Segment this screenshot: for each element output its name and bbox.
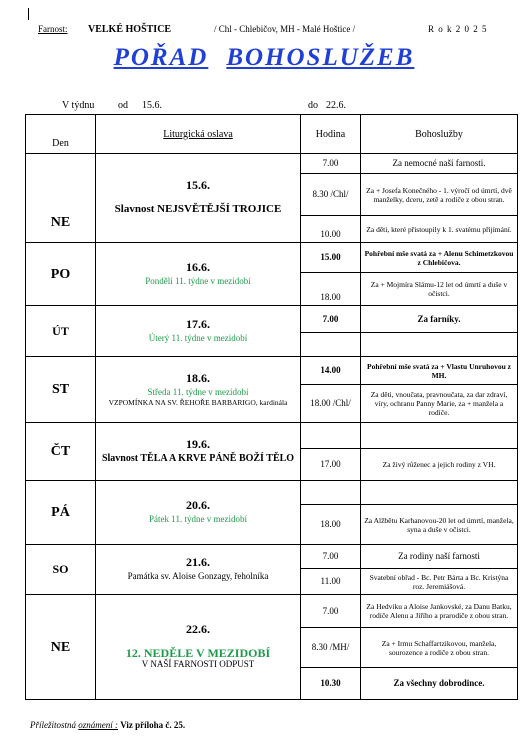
table-row: [26, 357, 518, 385]
service-cell: [361, 481, 518, 505]
date-label: 21.6.: [186, 555, 210, 569]
lit-cell: [96, 154, 301, 243]
service-cell: Za všechny dobrodince.: [361, 668, 518, 700]
lit-cell: [96, 595, 301, 700]
service-cell: Za + Josefa Konečného - 1. výročí od úmrtí, dvě manželky, dceru, zetě a rodiče z obou stran.: [361, 174, 518, 216]
day-cell: NE: [26, 595, 96, 700]
feast-label: Slavnost TĚLA A KRVE PÁNĚ BOŽÍ TĚLO: [101, 452, 295, 464]
lit-cell: [96, 243, 301, 306]
lit-cell: [96, 306, 301, 357]
feast-label: Památka sv. Aloise Gonzagy, řeholníka: [127, 571, 269, 581]
time-cell: 7.00: [301, 306, 361, 333]
time-cell: [301, 481, 361, 505]
week-do: do: [308, 100, 318, 111]
time-cell: [301, 333, 361, 357]
time-cell: 17.00: [301, 449, 361, 481]
title-word-2: BOHOSLUŽEB: [226, 44, 415, 71]
service-cell: Za farníky.: [361, 306, 518, 333]
parish-name: VELKÉ HOŠTICE: [88, 24, 172, 35]
service-cell: Za Alžbětu Karhanovou-20 let od úmrtí, manžela, syna a duše v očistci.: [361, 505, 518, 545]
feast-label: 12. NEDĚLE V MEZIDOBÍ: [125, 646, 271, 660]
date-label: 22.6.: [186, 622, 210, 636]
table-row: [26, 243, 518, 273]
lit-cell: [96, 545, 301, 595]
text-cursor: [28, 8, 29, 20]
col-header-day: Den: [26, 115, 96, 154]
time-cell: [301, 423, 361, 449]
day-cell: ČT: [26, 423, 96, 481]
service-cell: Za děti, vnoučata, pravnoučata, za dar zdraví, víry, ochranu Panny Marie, za + manžela a rodiče.: [361, 385, 518, 423]
time-cell: 10.00: [301, 216, 361, 243]
schedule-table: [25, 114, 518, 700]
col-header-services: Bohoslužby: [361, 115, 518, 154]
week-from: 15.6.: [142, 100, 162, 111]
table-row: [26, 423, 518, 449]
time-cell: 15.00: [301, 243, 361, 273]
time-cell: 10.30: [301, 668, 361, 700]
title-word-1: POŘAD: [113, 44, 209, 71]
service-cell: Pohřební mše svatá za + Vlastu Unruhovou z MH.: [361, 357, 518, 385]
service-cell: Svatební obřad - Bc. Petr Bárta a Bc. Kristýna roz. Jeremiášová.: [361, 569, 518, 595]
time-cell: 7.00: [301, 595, 361, 628]
service-cell: Za živý růženec a jejich rodiny z VH.: [361, 449, 518, 481]
table-row: [26, 545, 518, 569]
memorial-label: VZPOMÍNKA NA SV. ŘEHOŘE BARBARIGO, kardinála: [108, 397, 288, 407]
date-label: 19.6.: [186, 436, 210, 451]
feast-note: V NAŠÍ FARNOSTI ODPUST: [141, 659, 255, 669]
feast-label: Slavnost NEJSVĚTĚJŠÍ TROJICE: [114, 203, 282, 215]
service-cell: [361, 423, 518, 449]
col-header-lit: Liturgická oslava: [96, 115, 301, 154]
day-cell: SO: [26, 545, 96, 595]
table-row: [26, 481, 518, 505]
date-label: 20.6.: [186, 498, 210, 512]
service-cell: Za rodiny naší farnosti: [361, 545, 518, 569]
time-cell: 8.30 /Chl/: [301, 174, 361, 216]
date-label: 17.6.: [186, 316, 210, 331]
lit-cell: [96, 481, 301, 545]
time-cell: 11.00: [301, 569, 361, 595]
day-cell: PO: [26, 243, 96, 306]
time-cell: 14.00: [301, 357, 361, 385]
date-label: 16.6.: [186, 259, 210, 274]
date-label: 18.6.: [186, 370, 210, 385]
feast-label: Pátek 11. týdne v mezidobí: [149, 514, 247, 524]
service-cell: [361, 333, 518, 357]
service-cell: Za + Irmu Schaffartzikovou, manžela, sourozence a rodiče z obou stran.: [361, 628, 518, 668]
week-to: 22.6.: [326, 100, 346, 111]
col-header-hour: Hodina: [301, 115, 361, 154]
time-cell: 18.00: [301, 273, 361, 306]
feast-label: Pondělí 11. týdne v mezidobí: [145, 275, 251, 286]
feast-label: Úterý 11. týdne v mezidobí: [148, 332, 248, 343]
day-cell: ÚT: [26, 306, 96, 357]
service-cell: Pohřební mše svatá za + Alenu Schimetzkovou z Chlebičova.: [361, 243, 518, 273]
lit-cell: [96, 357, 301, 423]
year-label: R o k 2 0 2 5: [428, 24, 488, 34]
service-cell: Za + Mojmíra Slámu-12 let od úmrtí a duše v očistci.: [361, 273, 518, 306]
time-cell: 18.00 /Chl/: [301, 385, 361, 423]
footer-label-2: oznámení :: [78, 720, 119, 730]
parish-abbreviations: / Chl - Chlebičov, MH - Malé Hoštice /: [214, 24, 356, 34]
footer-label-1: Příležitostná: [30, 720, 77, 730]
day-cell: NE: [26, 154, 96, 243]
lit-cell: [96, 423, 301, 481]
time-cell: 18.00: [301, 505, 361, 545]
footer-note: [30, 720, 185, 730]
day-cell: PÁ: [26, 481, 96, 545]
farnost-label: Farnost:: [38, 24, 68, 34]
table-row: [26, 306, 518, 333]
week-od: od: [118, 100, 128, 111]
page-title: [0, 44, 528, 72]
time-cell: 7.00: [301, 154, 361, 174]
table-row: [26, 154, 518, 174]
service-cell: Za Hedviku a Aloise Jankovské, za Danu Batku, rodiče Alenu a Jiřího a prarodiče z obou stran.: [361, 595, 518, 628]
table-row: [26, 595, 518, 628]
week-label: V týdnu: [62, 100, 95, 111]
day-cell: ST: [26, 357, 96, 423]
date-label: 15.6.: [186, 178, 210, 192]
service-cell: Za děti, které přistoupily k 1. svatému přijímání.: [361, 216, 518, 243]
table-header-row: [26, 115, 518, 154]
time-cell: 8.30 /MH/: [301, 628, 361, 668]
feast-label: Středa 11. týdne v mezidobí: [147, 386, 249, 397]
time-cell: 7.00: [301, 545, 361, 569]
footer-text: Viz příloha č. 25.: [120, 720, 186, 730]
service-cell: Za nemocné naší farnosti.: [361, 154, 518, 174]
